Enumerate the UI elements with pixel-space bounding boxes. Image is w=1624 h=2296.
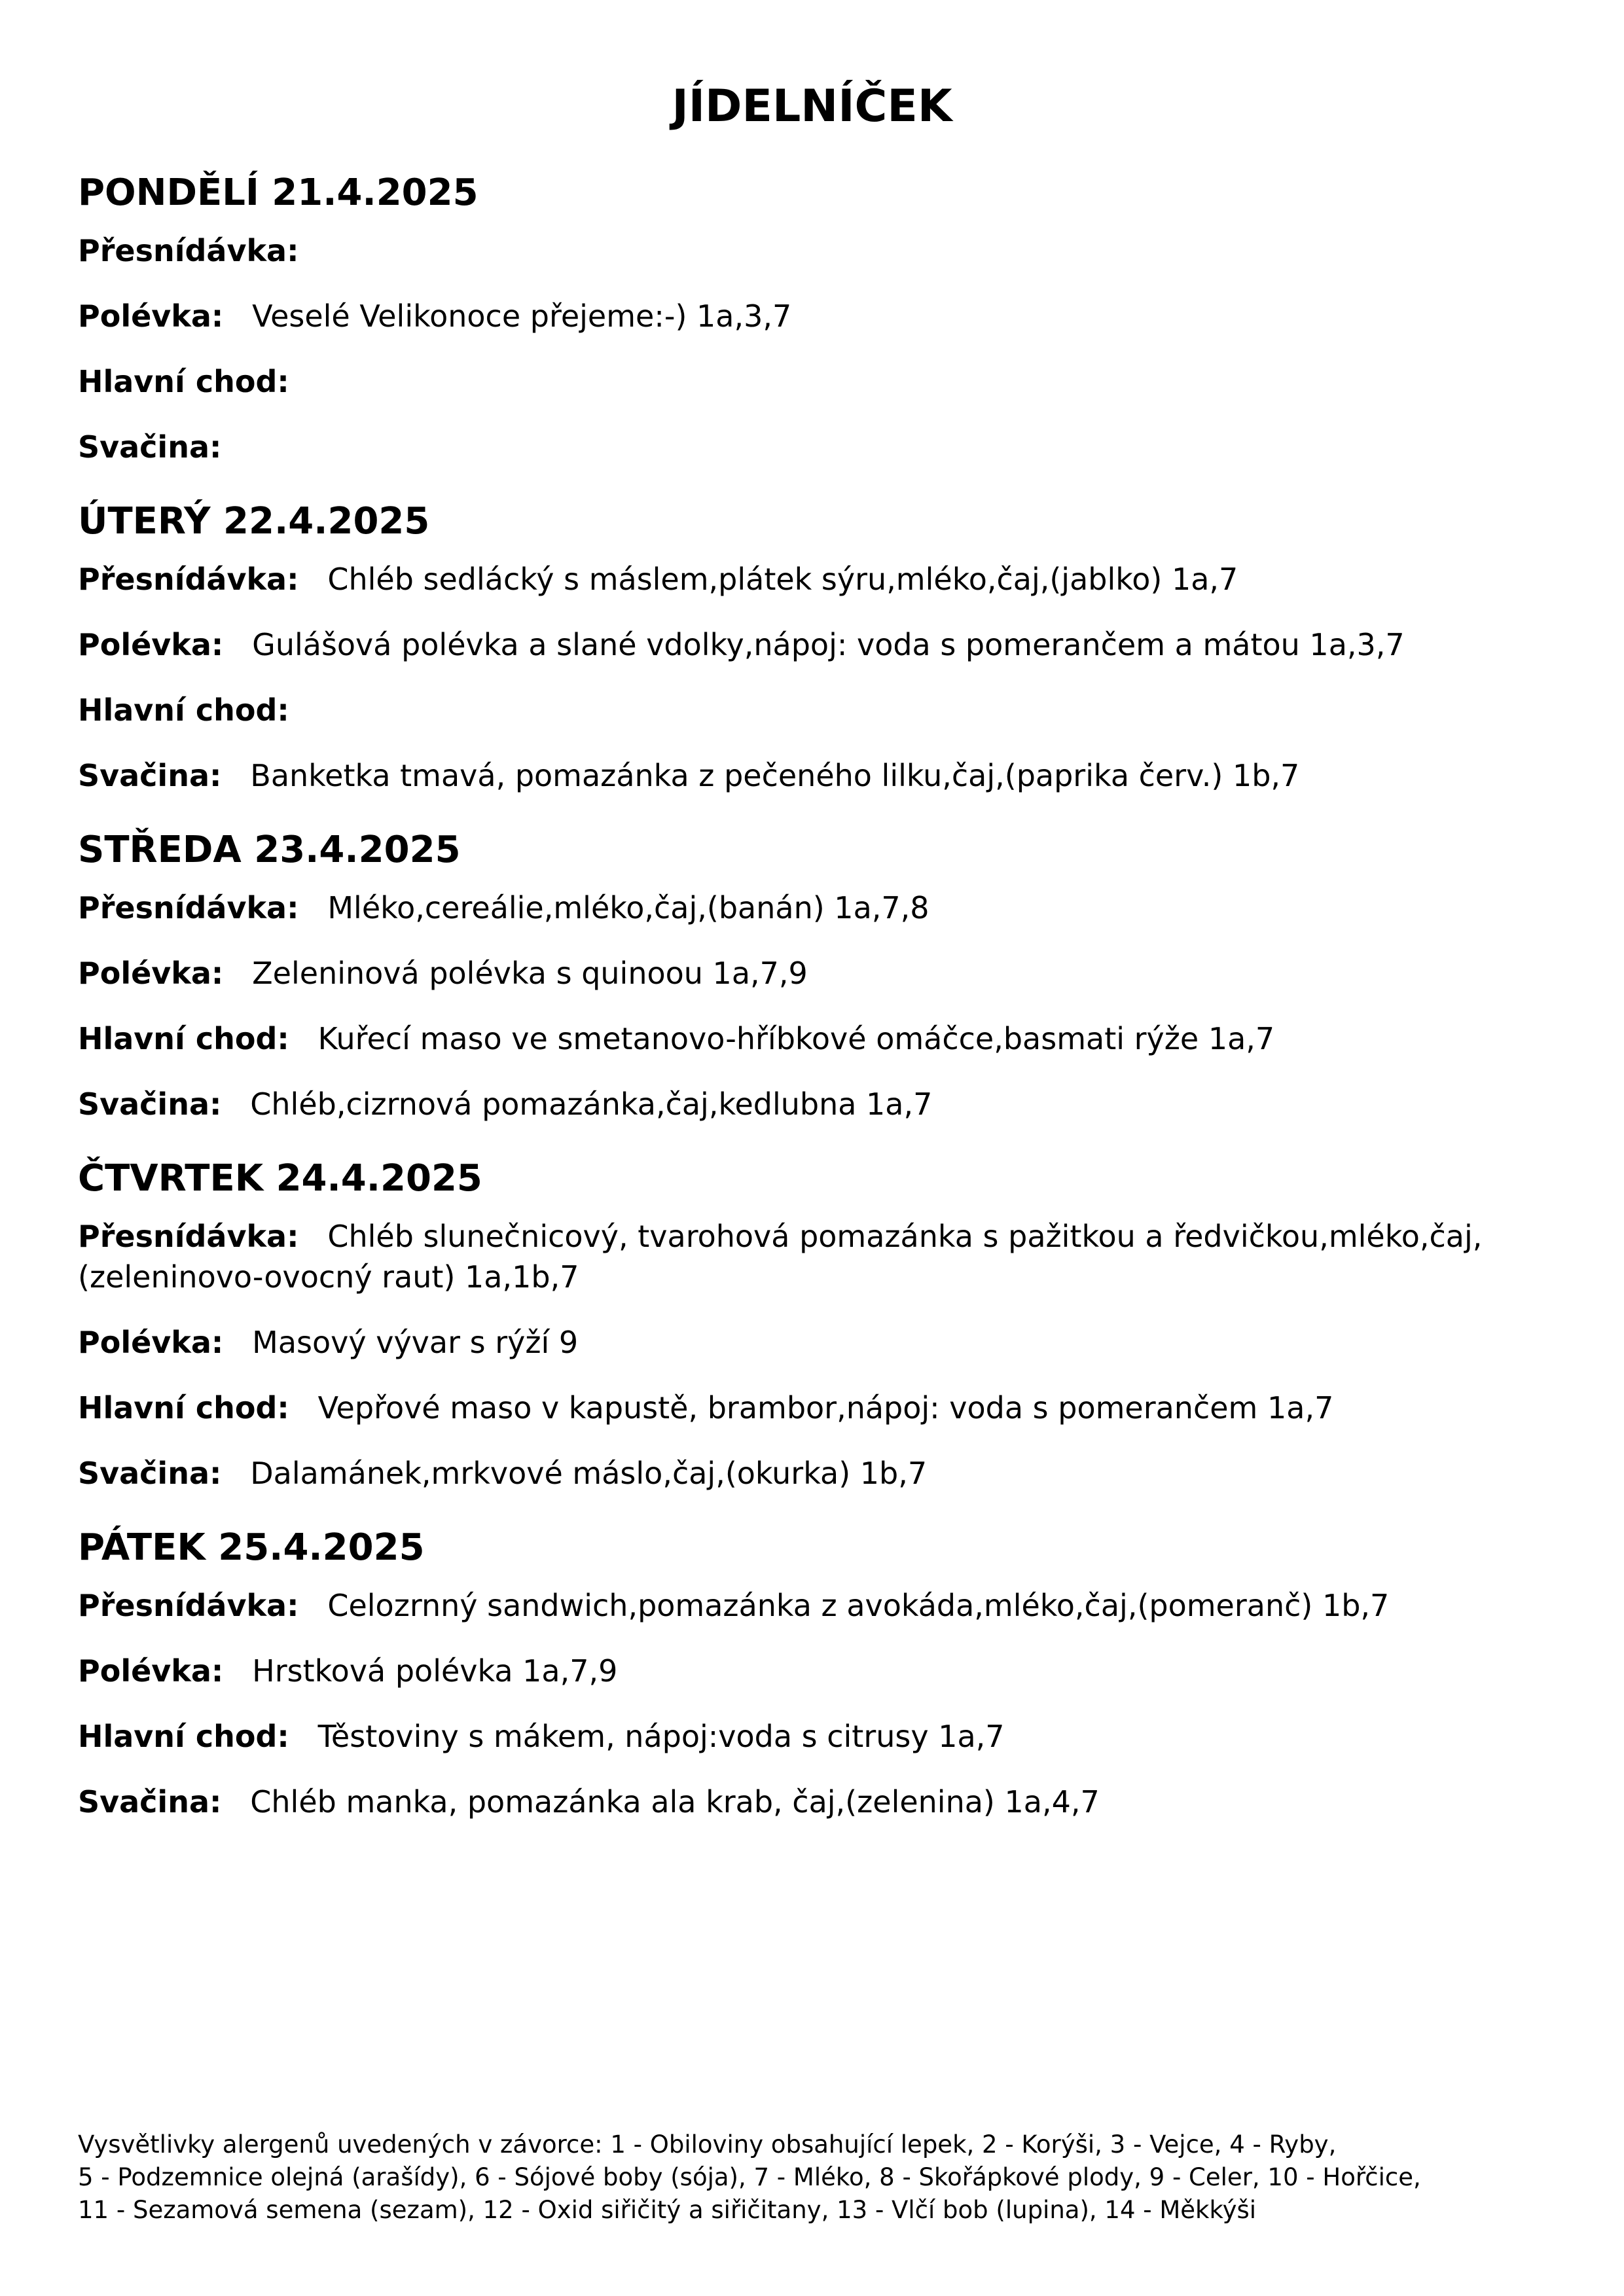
meal-label: Hlavní chod: bbox=[78, 692, 289, 728]
meal-label: Hlavní chod: bbox=[78, 1021, 289, 1056]
meal-soup bbox=[78, 624, 1544, 665]
meal-label: Polévka: bbox=[78, 956, 224, 991]
meal-snack-afternoon bbox=[78, 1084, 1544, 1124]
menu-content bbox=[78, 164, 1544, 1847]
day-heading: PONDĚLÍ 21.4.2025 bbox=[78, 171, 478, 214]
meal-label: Svačina: bbox=[78, 1784, 222, 1820]
meal-snack-morning bbox=[78, 888, 1544, 928]
allergen-legend-line: Vysvětlivky alergenů uvedených v závorce: 1 - Obiloviny obsahující lepek, 2 - Korýši, 3 - Vejce, 4 - Ryby, bbox=[78, 2130, 1337, 2159]
day-heading: PÁTEK 25.4.2025 bbox=[78, 1526, 425, 1569]
meal-label: Polévka: bbox=[78, 1325, 224, 1360]
allergen-legend-line: 11 - Sezamová semena (sezam), 12 - Oxid siřičitý a siřičitany, 13 - Vlčí bob (lupina), 14 - Měkkýši bbox=[78, 2196, 1257, 2224]
meal-text: Hrstková polévka 1a,7,9 bbox=[252, 1653, 618, 1689]
meal-text: Veselé Velikonoce přejeme:-) 1a,3,7 bbox=[252, 298, 792, 334]
meal-label: Svačina: bbox=[78, 1086, 222, 1122]
meal-snack-morning bbox=[78, 1216, 1544, 1297]
meal-snack-afternoon bbox=[78, 755, 1544, 796]
meal-text: Celozrnný sandwich,pomazánka z avokáda,mléko,čaj,(pomeranč) 1b,7 bbox=[327, 1588, 1390, 1623]
meal-label: Přesnídávka: bbox=[78, 233, 299, 268]
meal-label: Hlavní chod: bbox=[78, 1390, 289, 1426]
meal-soup bbox=[78, 1322, 1544, 1363]
meal-snack-afternoon bbox=[78, 1453, 1544, 1494]
meal-main-course bbox=[78, 690, 1544, 730]
meal-text: Zeleninová polévka s quinoou 1a,7,9 bbox=[252, 956, 808, 991]
meal-label: Svačina: bbox=[78, 429, 222, 465]
meal-snack-afternoon bbox=[78, 427, 1544, 467]
meal-label: Svačina: bbox=[78, 758, 222, 793]
allergen-legend bbox=[78, 2128, 1544, 2227]
meal-main-course bbox=[78, 1388, 1544, 1428]
meal-text: Chléb slunečnicový, tvarohová pomazánka s pažitkou a ředvičkou,mléko,čaj,(zeleninovo-ovocný raut) 1a,1b,7 bbox=[78, 1219, 1483, 1295]
meal-label: Hlavní chod: bbox=[78, 1719, 289, 1754]
allergen-legend-line: 5 - Podzemnice olejná (arašídy), 6 - Sójové boby (sója), 7 - Mléko, 8 - Skořápkové plody, 9 - Celer, 10 - Hořčice, bbox=[78, 2163, 1421, 2191]
meal-text: Těstoviny s mákem, nápoj:voda s citrusy 1a,7 bbox=[317, 1719, 1005, 1754]
meal-text: Dalamánek,mrkvové máslo,čaj,(okurka) 1b,7 bbox=[250, 1456, 928, 1491]
meal-label: Přesnídávka: bbox=[78, 1588, 299, 1623]
meal-main-course bbox=[78, 1716, 1544, 1757]
meal-main-course bbox=[78, 1018, 1544, 1059]
meal-snack-morning bbox=[78, 559, 1544, 600]
page-title: JÍDELNÍČEK bbox=[672, 81, 952, 132]
meal-text: Kuřecí maso ve smetanovo-hříbkové omáčce,basmati rýže 1a,7 bbox=[317, 1021, 1275, 1056]
meal-label: Hlavní chod: bbox=[78, 364, 289, 399]
meal-text: Banketka tmavá, pomazánka z pečeného lilku,čaj,(paprika červ.) 1b,7 bbox=[250, 758, 1300, 793]
meal-label: Polévka: bbox=[78, 298, 224, 334]
meal-label: Přesnídávka: bbox=[78, 1219, 299, 1254]
meal-soup bbox=[78, 1651, 1544, 1691]
meal-text: Gulášová polévka a slané vdolky,nápoj: voda s pomerančem a mátou 1a,3,7 bbox=[252, 627, 1405, 662]
day-tuesday bbox=[78, 492, 1544, 796]
day-thursday bbox=[78, 1149, 1544, 1494]
meal-text: Mléko,cereálie,mléko,čaj,(banán) 1a,7,8 bbox=[327, 890, 929, 925]
meal-label: Polévka: bbox=[78, 1653, 224, 1689]
meal-text: Chléb manka, pomazánka ala krab, čaj,(zelenina) 1a,4,7 bbox=[250, 1784, 1100, 1820]
meal-label: Přesnídávka: bbox=[78, 890, 299, 925]
meal-soup bbox=[78, 296, 1544, 336]
meal-text: Chléb sedlácký s máslem,plátek sýru,mléko,čaj,(jablko) 1a,7 bbox=[327, 562, 1238, 597]
meal-snack-morning bbox=[78, 1585, 1544, 1626]
day-friday bbox=[78, 1518, 1544, 1822]
meal-soup bbox=[78, 953, 1544, 994]
meal-label: Polévka: bbox=[78, 627, 224, 662]
meal-main-course bbox=[78, 361, 1544, 402]
meal-text: Masový vývar s rýží 9 bbox=[252, 1325, 579, 1360]
meal-text: Chléb,cizrnová pomazánka,čaj,kedlubna 1a,7 bbox=[250, 1086, 933, 1122]
meal-snack-morning bbox=[78, 230, 1544, 271]
meal-label: Přesnídávka: bbox=[78, 562, 299, 597]
day-heading: ÚTERÝ 22.4.2025 bbox=[78, 500, 430, 543]
meal-label: Svačina: bbox=[78, 1456, 222, 1491]
day-heading: STŘEDA 23.4.2025 bbox=[78, 829, 461, 871]
meal-snack-afternoon bbox=[78, 1782, 1544, 1822]
day-heading: ČTVRTEK 24.4.2025 bbox=[78, 1157, 482, 1200]
day-monday bbox=[78, 164, 1544, 467]
meal-text: Vepřové maso v kapustě, brambor,nápoj: voda s pomerančem 1a,7 bbox=[317, 1390, 1334, 1426]
day-wednesday bbox=[78, 821, 1544, 1124]
